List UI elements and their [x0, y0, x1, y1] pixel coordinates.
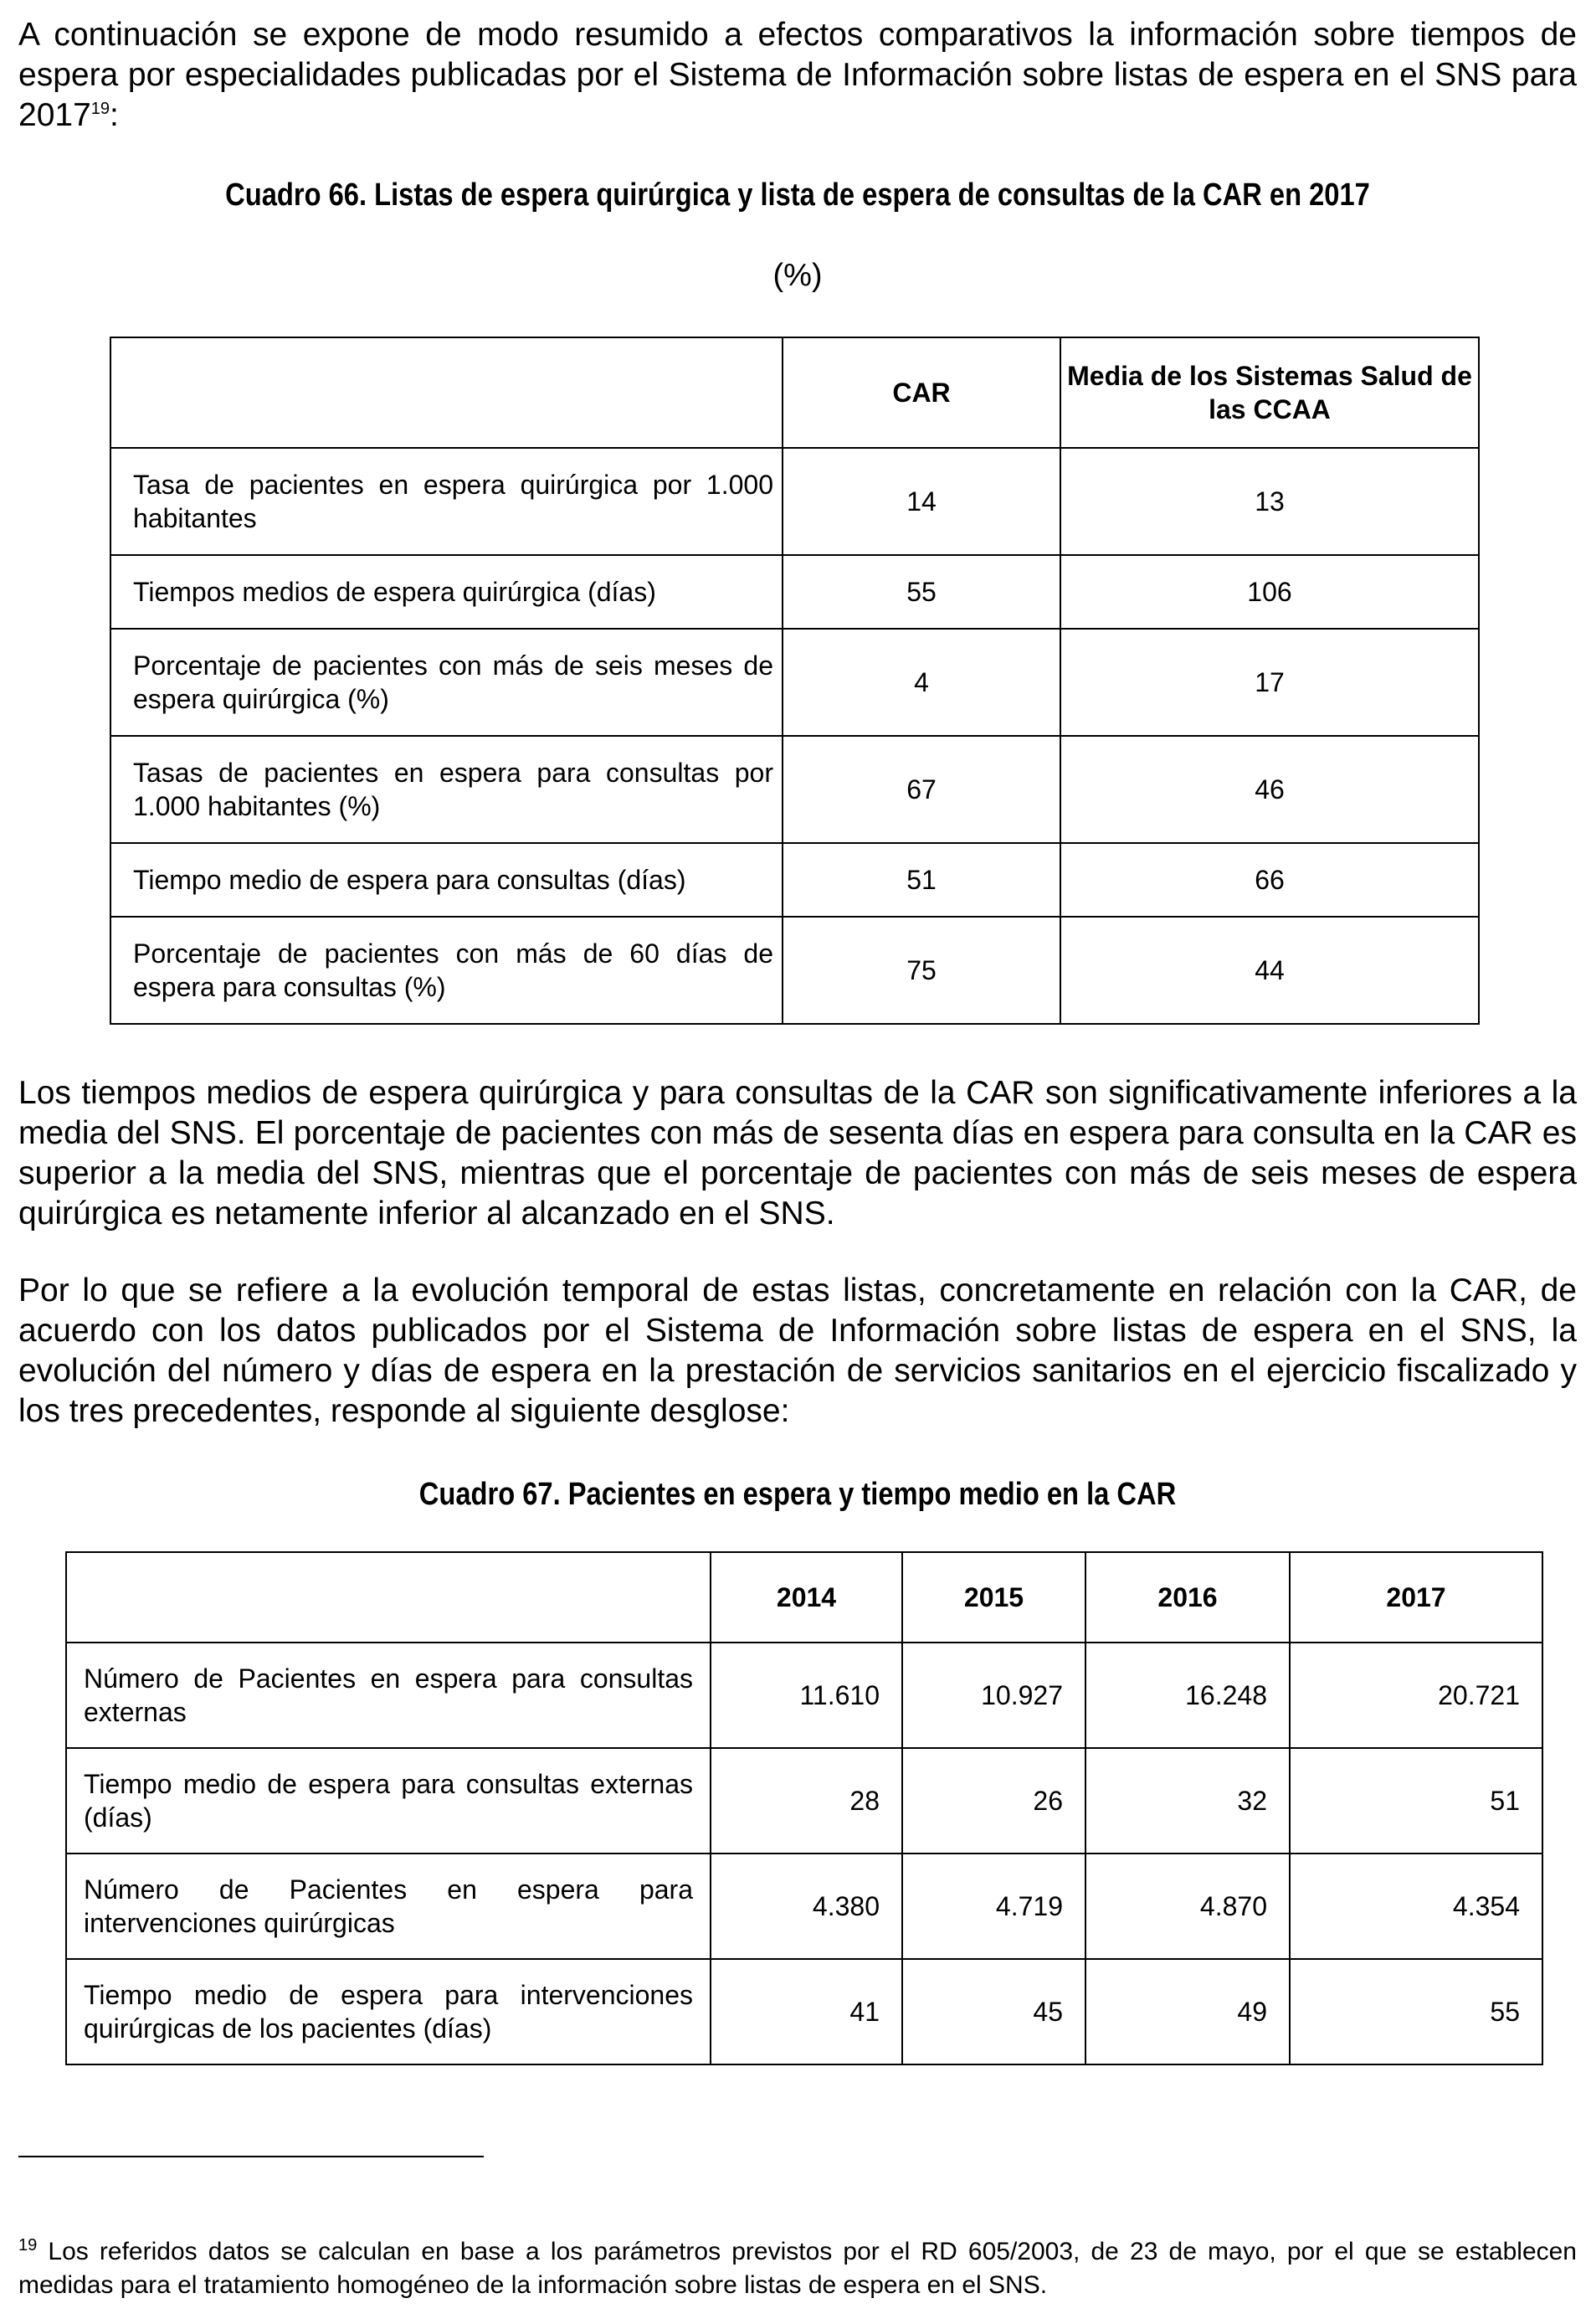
- media-value: 44: [1060, 917, 1479, 1024]
- table-66: [110, 337, 1480, 1025]
- intro-suffix: :: [110, 97, 119, 133]
- table-row: [66, 1748, 1542, 1854]
- table-row: [110, 917, 1479, 1024]
- table-66-caption: Cuadro 66. Listas de espera quirúrgica y lista de espera de consultas de la CAR en 2017: [225, 177, 1370, 213]
- value-cell: 26: [902, 1748, 1085, 1854]
- media-value: 66: [1060, 843, 1479, 917]
- value-cell: 49: [1085, 1959, 1290, 2064]
- table-row: [110, 629, 1479, 736]
- row-label: Tasas de pacientes en espera para consultas por 1.000 habitantes (%): [110, 736, 783, 843]
- value-cell: 55: [1290, 1959, 1542, 2064]
- table-67: [65, 1551, 1543, 2065]
- media-value: 13: [1060, 448, 1479, 555]
- row-label: Número de Pacientes en espera para consultas externas: [66, 1643, 711, 1748]
- row-label: Porcentaje de pacientes con más de 60 días de espera para consultas (%): [110, 917, 783, 1024]
- table-66-unit: (%): [772, 258, 823, 293]
- row-label: Número de Pacientes en espera para intervenciones quirúrgicas: [66, 1854, 711, 1959]
- value-cell: 32: [1085, 1748, 1290, 1854]
- value-cell: 4.870: [1085, 1854, 1290, 1959]
- row-label: Tiempos medios de espera quirúrgica (días): [110, 555, 783, 629]
- table-row: [110, 555, 1479, 629]
- table-row: [66, 1643, 1542, 1748]
- media-value: 106: [1060, 555, 1479, 629]
- footnote: [18, 2235, 1577, 2302]
- value-cell: 41: [711, 1959, 902, 2064]
- intro-paragraph: [18, 15, 1577, 136]
- car-value: 51: [783, 843, 1060, 917]
- footnote-text: Los referidos datos se calculan en base a los parámetros previstos por el RD 605/2003, de 23 de mayo, por el que se establecen medidas para el tratamiento homogéneo de la información sobre listas de espera en el SNS.: [18, 2238, 1577, 2299]
- car-value: 4: [783, 629, 1060, 736]
- table-67-caption: Cuadro 67. Pacientes en espera y tiempo medio en la CAR: [418, 1477, 1177, 1512]
- value-cell: 10.927: [902, 1643, 1085, 1748]
- header-cell-year: 2016: [1085, 1552, 1290, 1643]
- table-header-row: [110, 337, 1479, 448]
- row-label: Tasa de pacientes en espera quirúrgica por 1.000 habitantes: [110, 448, 783, 555]
- value-cell: 4.380: [711, 1854, 902, 1959]
- header-cell-car: CAR: [783, 337, 1060, 448]
- row-label: Tiempo medio de espera para consultas externas (días): [66, 1748, 711, 1854]
- value-cell: 20.721: [1290, 1643, 1542, 1748]
- car-value: 75: [783, 917, 1060, 1024]
- value-cell: 28: [711, 1748, 902, 1854]
- header-cell-year: 2015: [902, 1552, 1085, 1643]
- media-value: 46: [1060, 736, 1479, 843]
- value-cell: 4.719: [902, 1854, 1085, 1959]
- row-label: Tiempo medio de espera para consultas (días): [110, 843, 783, 917]
- header-cell-media: Media de los Sistemas Salud de las CCAA: [1060, 337, 1479, 448]
- header-cell-empty: [66, 1552, 711, 1643]
- table-row: [110, 448, 1479, 555]
- header-cell-empty: [110, 337, 783, 448]
- value-cell: 11.610: [711, 1643, 902, 1748]
- evolution-paragraph: Por lo que se refiere a la evolución temporal de estas listas, concretamente en relación con la CAR, de acuerdo con los datos publicados por el Sistema de Información sobre listas de espera en el SNS, la evolución del número y días de espera en la prestación de servicios sanitarios en el ejercicio fiscalizado y los tres precedentes, responde al siguiente desglose:: [18, 1273, 1577, 1429]
- table-row: [110, 736, 1479, 843]
- car-value: 55: [783, 555, 1060, 629]
- footnote-ref[interactable]: 19: [90, 100, 110, 118]
- car-value: 14: [783, 448, 1060, 555]
- table-header-row: [66, 1552, 1542, 1643]
- media-value: 17: [1060, 629, 1479, 736]
- value-cell: 4.354: [1290, 1854, 1542, 1959]
- header-cell-year: 2017: [1290, 1552, 1542, 1643]
- car-value: 67: [783, 736, 1060, 843]
- row-label: Porcentaje de pacientes con más de seis meses de espera quirúrgica (%): [110, 629, 783, 736]
- table-row: [66, 1959, 1542, 2064]
- row-label: Tiempo medio de espera para intervenciones quirúrgicas de los pacientes (días): [66, 1959, 711, 2064]
- table-row: [110, 843, 1479, 917]
- header-cell-year: 2014: [711, 1552, 902, 1643]
- value-cell: 51: [1290, 1748, 1542, 1854]
- value-cell: 45: [902, 1959, 1085, 2064]
- footnote-separator: [18, 2156, 484, 2157]
- analysis-paragraph: Los tiempos medios de espera quirúrgica y para consultas de la CAR son significativamente inferiores a la media del SNS. El porcentaje de pacientes con más de sesenta días en espera para consulta en la CAR es superior a la media del SNS, mientras que el porcentaje de pacientes con más de seis meses de espera quirúrgica es netamente inferior al alcanzado en el SNS.: [18, 1075, 1577, 1231]
- footnote-number: 19: [18, 2236, 38, 2255]
- value-cell: 16.248: [1085, 1643, 1290, 1748]
- table-row: [66, 1854, 1542, 1959]
- intro-text: A continuación se expone de modo resumido a efectos comparativos la información sobre tiempos de espera por especialidades publicadas por el Sistema de Información sobre listas de espera en el SNS para 2017: [18, 17, 1577, 133]
